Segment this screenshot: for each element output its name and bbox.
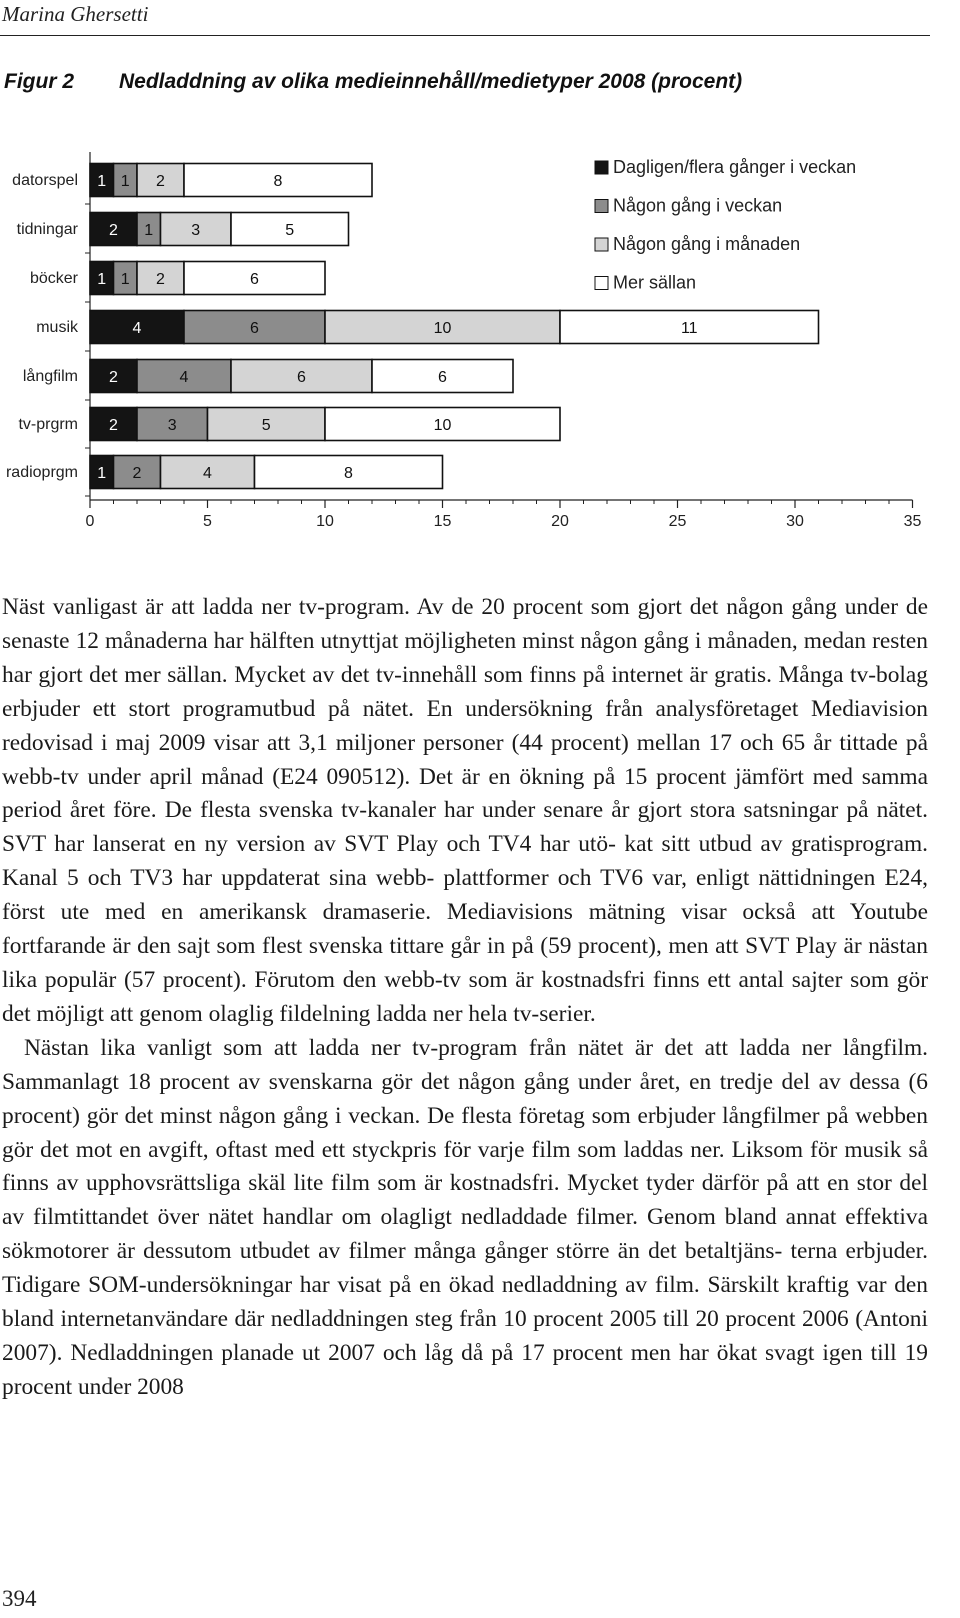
- paragraph: [2, 1032, 928, 1405]
- body-text: [2, 591, 928, 1405]
- figure-caption: Nedladdning av olika medieinnehåll/medietyper 2008 (procent): [119, 70, 743, 93]
- data-label: 6: [297, 369, 306, 386]
- x-tick-label: 15: [433, 513, 452, 530]
- category-label: tidningar: [16, 221, 78, 238]
- text-line: kat sitt utbud av gratisprogram. Kanal 5 och TV3 har uppdaterat sina webb-: [2, 831, 928, 892]
- text-line: som finns på internet är gratis. Många tv-bolag erbjuder ett stort programutbud på: [2, 661, 928, 722]
- text-line: att 3,1 miljoner personer (44 procent) mellan 17 och 65 år tittade på webb-tv: [2, 729, 928, 790]
- legend-swatch: [595, 161, 608, 174]
- text-line: långfilm. Sammanlagt 18 procent av svenskarna gör det någon gång under året, en: [2, 1034, 928, 1095]
- legend-swatch: [595, 200, 608, 213]
- x-tick-label: 25: [668, 513, 687, 530]
- text-line: satsningar på nätet. SVT har lanserat en ny version av SVT Play och TV4 har utö-: [2, 797, 928, 858]
- category-label: datorspel: [12, 172, 78, 189]
- data-label: 4: [179, 369, 189, 386]
- data-label: 3: [191, 222, 201, 239]
- x-tick-label: 30: [786, 513, 804, 530]
- stacked-bar-chart: [0, 150, 930, 535]
- text-line: 2007 och låg då på 17 procent men har ökat svagt igen till 19 procent under 2008: [2, 1339, 928, 1400]
- x-tick-label: 10: [316, 513, 334, 530]
- figure-title: [4, 70, 742, 94]
- data-label: 5: [261, 417, 271, 434]
- category-label: radioprgm: [5, 464, 78, 481]
- data-label: 8: [273, 173, 283, 190]
- text-line: som flest svenska tittare går in på (59 procent), men att SVT Play är nästan lika: [2, 933, 928, 993]
- text-line: sajter som gör det möjligt att genom olaglig fildelning ladda ner hela tv-serier.: [2, 966, 928, 1027]
- text-line: som erbjuder långfilmer på webben gör det mot en avgift, oftast med ett styckpris: [2, 1102, 928, 1163]
- data-label: 10: [433, 417, 452, 434]
- data-label: 10: [433, 320, 452, 337]
- data-label: 1: [120, 173, 130, 190]
- data-label: 2: [109, 369, 118, 386]
- legend-label: Någon gång i månaden: [613, 234, 801, 254]
- legend-swatch: [595, 277, 608, 290]
- data-label: 1: [120, 271, 130, 288]
- data-label: 1: [97, 173, 107, 190]
- text-line: samma period året före. De flesta svenska tv-kanaler har under senare år gjort stora: [2, 763, 928, 824]
- data-label: 1: [97, 465, 107, 482]
- text-line: dramaserie. Mediavisions mätning visar också att Youtube fortfarande är den sajt: [2, 899, 928, 960]
- text-line: sökmotorer är dessutom utbudet av filmer många gånger större än det betaltjäns-: [2, 1238, 783, 1265]
- data-label: 6: [438, 369, 447, 386]
- page-number: 394: [2, 1586, 37, 1611]
- paragraph: [2, 591, 928, 1032]
- text-line: gång i månaden, medan resten har gjort det mer sällan. Mycket av det tv-innehåll: [2, 627, 928, 688]
- text-line: populär (57 procent). Förutom den webb-tv som är kostnadsfri finns ett antal: [44, 966, 784, 993]
- legend-label: Dagligen/flera gånger i veckan: [613, 157, 857, 177]
- text-line: nätet. En undersökning från analysföretaget Mediavision redovisad i maj 2009 visar: [2, 695, 928, 756]
- text-line: film. Särskilt kraftig var den bland internetanvändare där nedladdningen steg från: [2, 1272, 928, 1333]
- data-label: 3: [167, 417, 177, 434]
- x-tick-label: 20: [551, 513, 569, 530]
- category-label: böcker: [29, 270, 78, 287]
- text-line: Nästan lika vanligt som att ladda ner tv-program från nätet är det att ladda ner: [24, 1034, 832, 1061]
- data-label: 6: [250, 271, 259, 288]
- data-label: 4: [132, 320, 142, 337]
- text-line: under april månad (E24 090512). Det är en ökning på 15 procent jämfört med: [87, 763, 853, 790]
- data-label: 1: [97, 271, 107, 288]
- figure-number: Figur 2: [4, 70, 75, 93]
- data-label: 5: [285, 222, 295, 239]
- category-label: musik: [36, 319, 78, 336]
- category-label: långfilm: [22, 368, 78, 385]
- data-label: 1: [144, 222, 154, 239]
- running-head: Marina Ghersetti: [2, 2, 149, 26]
- text-line: Näst vanligast är att ladda ner tv-program. Av de 20 procent som gjort det någon: [2, 594, 784, 620]
- x-tick-label: 5: [203, 513, 212, 530]
- data-label: 8: [344, 465, 353, 482]
- data-label: 2: [156, 271, 165, 288]
- text-line: lite film som är kostnadsfri. Mycket tyder därför på att en stor del av filmtittandet: [2, 1170, 928, 1231]
- x-tick-label: 35: [903, 513, 922, 530]
- text-line: över nätet handlar om olagligt nedladdade filmer. Genom bland annat effektiva: [157, 1204, 928, 1231]
- x-tick-label: 0: [85, 513, 95, 530]
- data-label: 2: [156, 173, 165, 190]
- data-label: 2: [109, 417, 118, 434]
- text-line: för varje film som laddas ner. Liksom för musik så finns av upphovsrättsliga skäl: [2, 1136, 928, 1197]
- text-line: plattformer och TV6 var, enligt nättidningen E24, först ute med en amerikansk: [2, 865, 928, 926]
- legend-label: Mer sällan: [613, 272, 697, 293]
- legend-label: Någon gång i veckan: [613, 195, 783, 216]
- data-label: 11: [680, 320, 698, 337]
- data-label: 2: [132, 465, 142, 482]
- text-line: gång under de senaste 12 månaderna har hälften utnyttjat möjligheten minst någon: [2, 594, 928, 654]
- legend-swatch: [595, 238, 608, 251]
- text-line: terna erbjuder. Tidigare SOM-undersökningar har visat på en ökad nedladdning av: [2, 1238, 929, 1299]
- text-line: 10 procent 2005 till 20 procent 2006 (Antoni 2007). Nedladdningen planade ut: [2, 1306, 928, 1366]
- data-label: 2: [109, 222, 118, 239]
- header-rule: [0, 35, 930, 36]
- category-label: tv-prgrm: [18, 416, 78, 433]
- data-label: 4: [203, 465, 212, 482]
- data-label: 6: [250, 320, 259, 337]
- text-line: tredje del av dessa (6 procent) gör det minst någon gång i veckan. De flesta företag: [2, 1068, 928, 1129]
